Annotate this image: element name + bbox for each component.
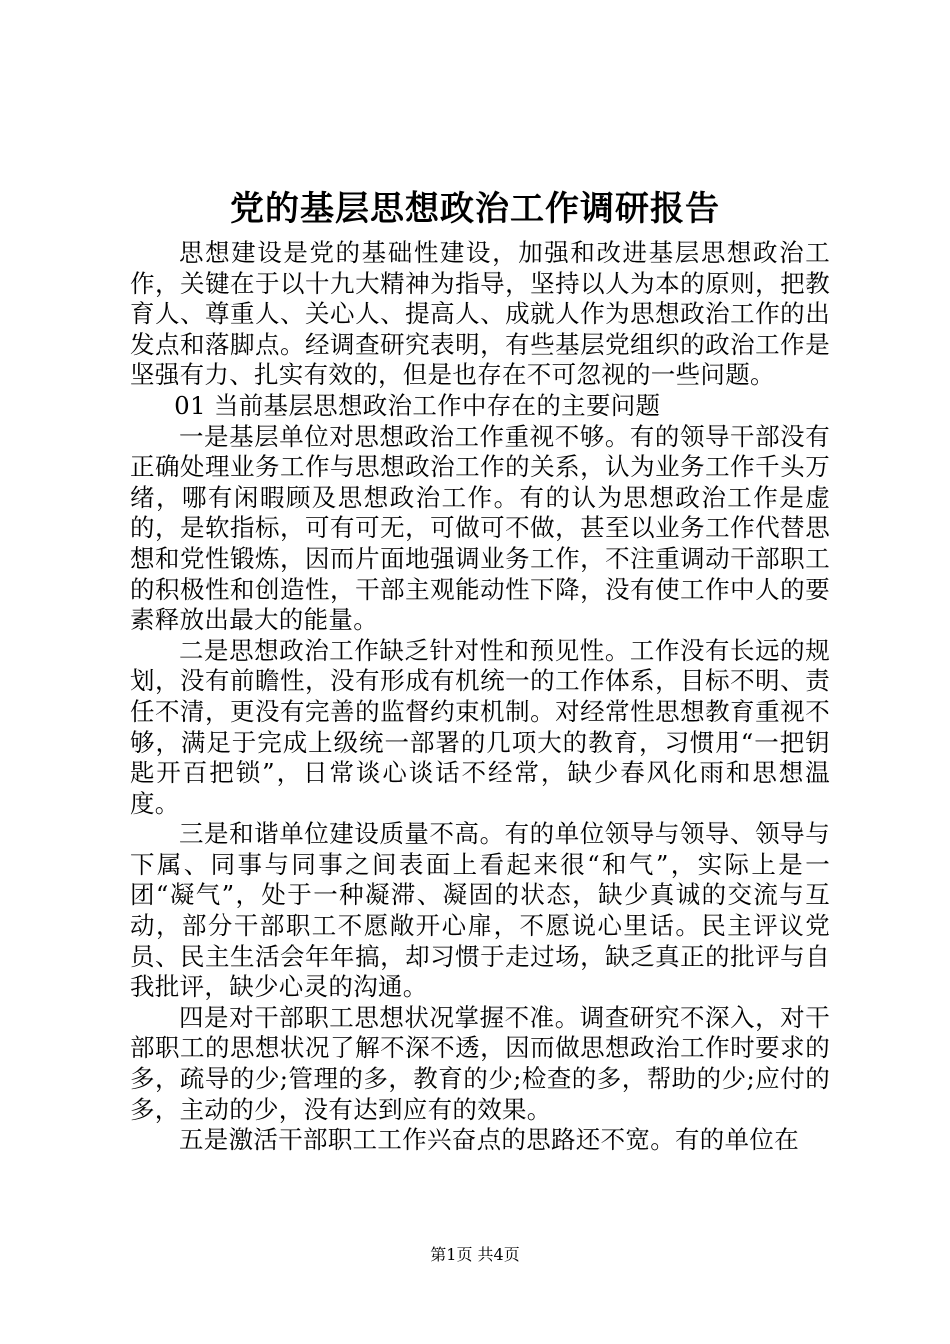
- document-body: [130, 238, 830, 1156]
- paragraph-point-4: 四是对干部职工思想状况掌握不准。调查研究不深入，对干部职工的思想状况了解不深不透，因而做思想政治工作时要求的多，疏导的少;管理的多，教育的少;检查的多，帮助的少;应付的多，主动的少，没有达到应有的效果。: [130, 1002, 830, 1124]
- paragraph-point-2: 二是思想政治工作缺乏针对性和预见性。工作没有长远的规划，没有前瞻性，没有形成有机统一的工作体系，目标不明、责任不清，更没有完善的监督约束机制。对经常性思想教育重视不够，满足于完成上级统一部署的几项大的教育，习惯用“一把钥匙开百把锁”，日常谈心谈话不经常，缺少春风化雨和思想温度。: [130, 635, 830, 818]
- paragraph-point-3: 三是和谐单位建设质量不高。有的单位领导与领导、领导与下属、同事与同事之间表面上看起来很“和气”，实际上是一团“凝气”，处于一种凝滞、凝固的状态，缺少真诚的交流与互动，部分干部职工不愿敞开心扉，不愿说心里话。民主评议党员、民主生活会年年搞，却习惯于走过场，缺乏真正的批评与自我批评，缺少心灵的沟通。: [130, 819, 830, 1002]
- paragraph-point-1: 一是基层单位对思想政治工作重视不够。有的领导干部没有正确处理业务工作与思想政治工作的关系，认为业务工作千头万绪，哪有闲暇顾及思想政治工作。有的认为思想政治工作是虚的，是软指标，可有可无，可做可不做，甚至以业务工作代替思想和党性锻炼，因而片面地强调业务工作，不注重调动干部职工的积极性和创造性，干部主观能动性下降，没有使工作中人的要素释放出最大的能量。: [130, 421, 830, 635]
- paragraph-intro: 思想建设是党的基础性建设，加强和改进基层思想政治工作，关键在于以十九大精神为指导，坚持以人为本的原则，把教育人、尊重人、关心人、提高人、成就人作为思想政治工作的出发点和落脚点。经调查研究表明，有些基层党组织的政治工作是坚强有力、扎实有效的，但是也存在不可忽视的一些问题。: [130, 238, 830, 390]
- document-title: 党的基层思想政治工作调研报告: [230, 189, 720, 229]
- section-heading: 01 当前基层思想政治工作中存在的主要问题: [174, 390, 661, 420]
- paragraph-point-5: 五是激活干部职工工作兴奋点的思路还不宽。有的单位在: [179, 1125, 799, 1155]
- page-number-footer: 第1页 共4页: [430, 1245, 520, 1264]
